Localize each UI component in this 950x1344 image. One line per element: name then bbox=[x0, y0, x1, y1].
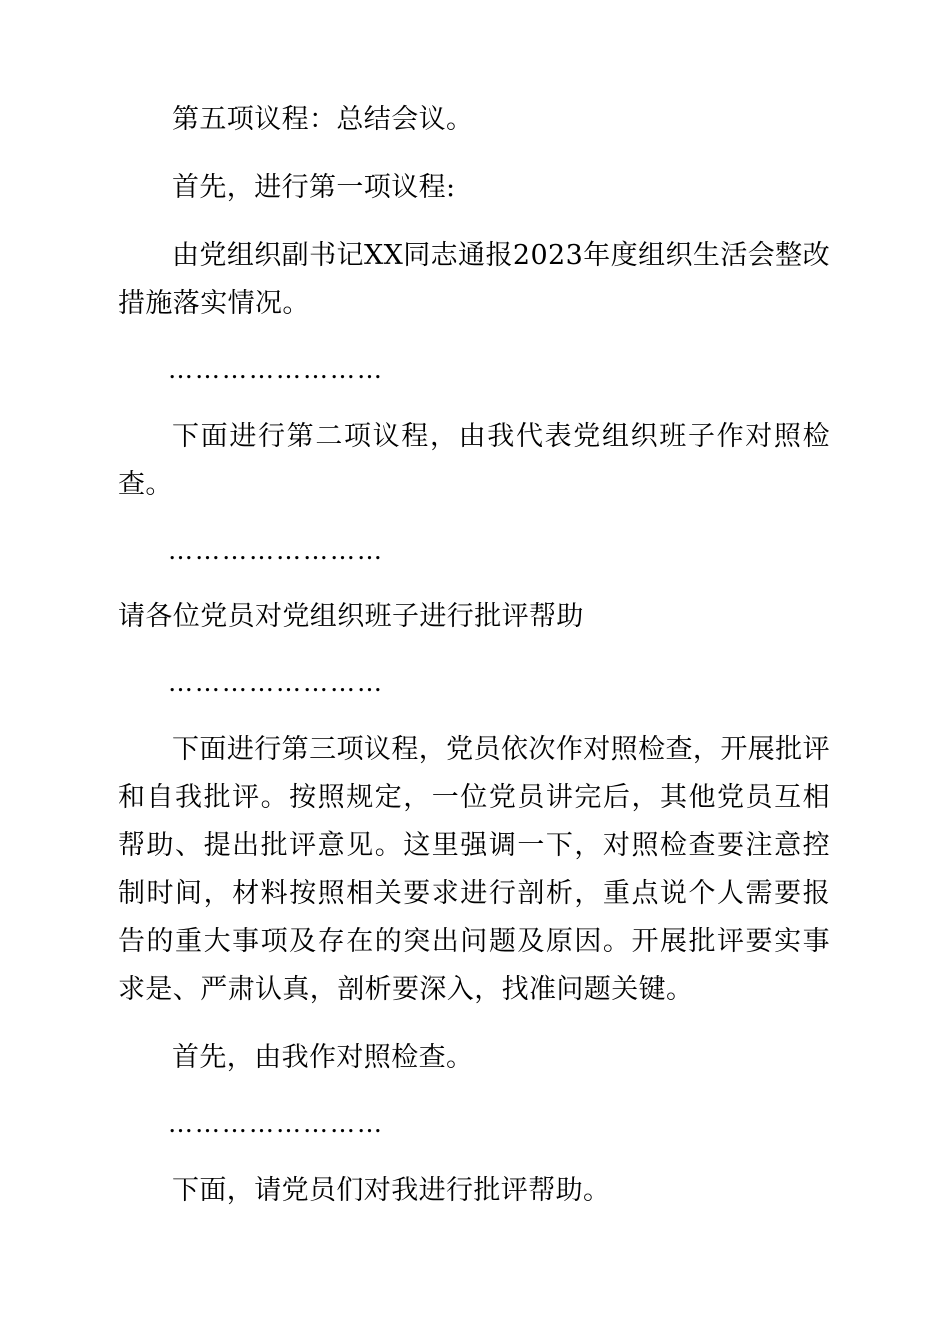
paragraph-agenda-item-five: 第五项议程：总结会议。 bbox=[172, 104, 474, 135]
paragraph-self-check-first: 首先，由我作对照检查。 bbox=[172, 1042, 474, 1074]
paragraph-ellipsis-2: …………………… bbox=[168, 535, 384, 565]
paragraph-first-agenda-intro: 首先，进行第一项议程: bbox=[172, 172, 456, 204]
paragraph-deputy-secretary-report: 由党组织副书记XX同志通报2023年度组织生活会整改措施落实情况。 bbox=[118, 240, 830, 320]
document-body bbox=[118, 96, 830, 1215]
paragraph-ellipsis-4: …………………… bbox=[168, 1109, 384, 1139]
paragraph-third-agenda: 下面进行第三项议程，党员依次作对照检查，开展批评和自我批评。按照规定，一位党员讲完后，其他党员互相帮助、提出批评意见。这里强调一下，对照检查要注意控制时间，材料按照相关要求进行剖析，重点说个人需要报告的重大事项及存在的突出问题及原因。开展批评要实事求是、严肃认真，剖析要深入，找准问题关键。 bbox=[118, 733, 830, 1006]
paragraph-ellipsis-1: …………………… bbox=[168, 355, 384, 385]
paragraph-criticism-request: 请各位党员对党组织班子进行批评帮助 bbox=[118, 601, 584, 633]
paragraph-invite-criticism: 下面，请党员们对我进行批评帮助。 bbox=[172, 1174, 611, 1206]
paragraph-ellipsis-3: …………………… bbox=[168, 668, 384, 698]
paragraph-second-agenda: 下面进行第二项议程，由我代表党组织班子作对照检查。 bbox=[118, 420, 830, 500]
